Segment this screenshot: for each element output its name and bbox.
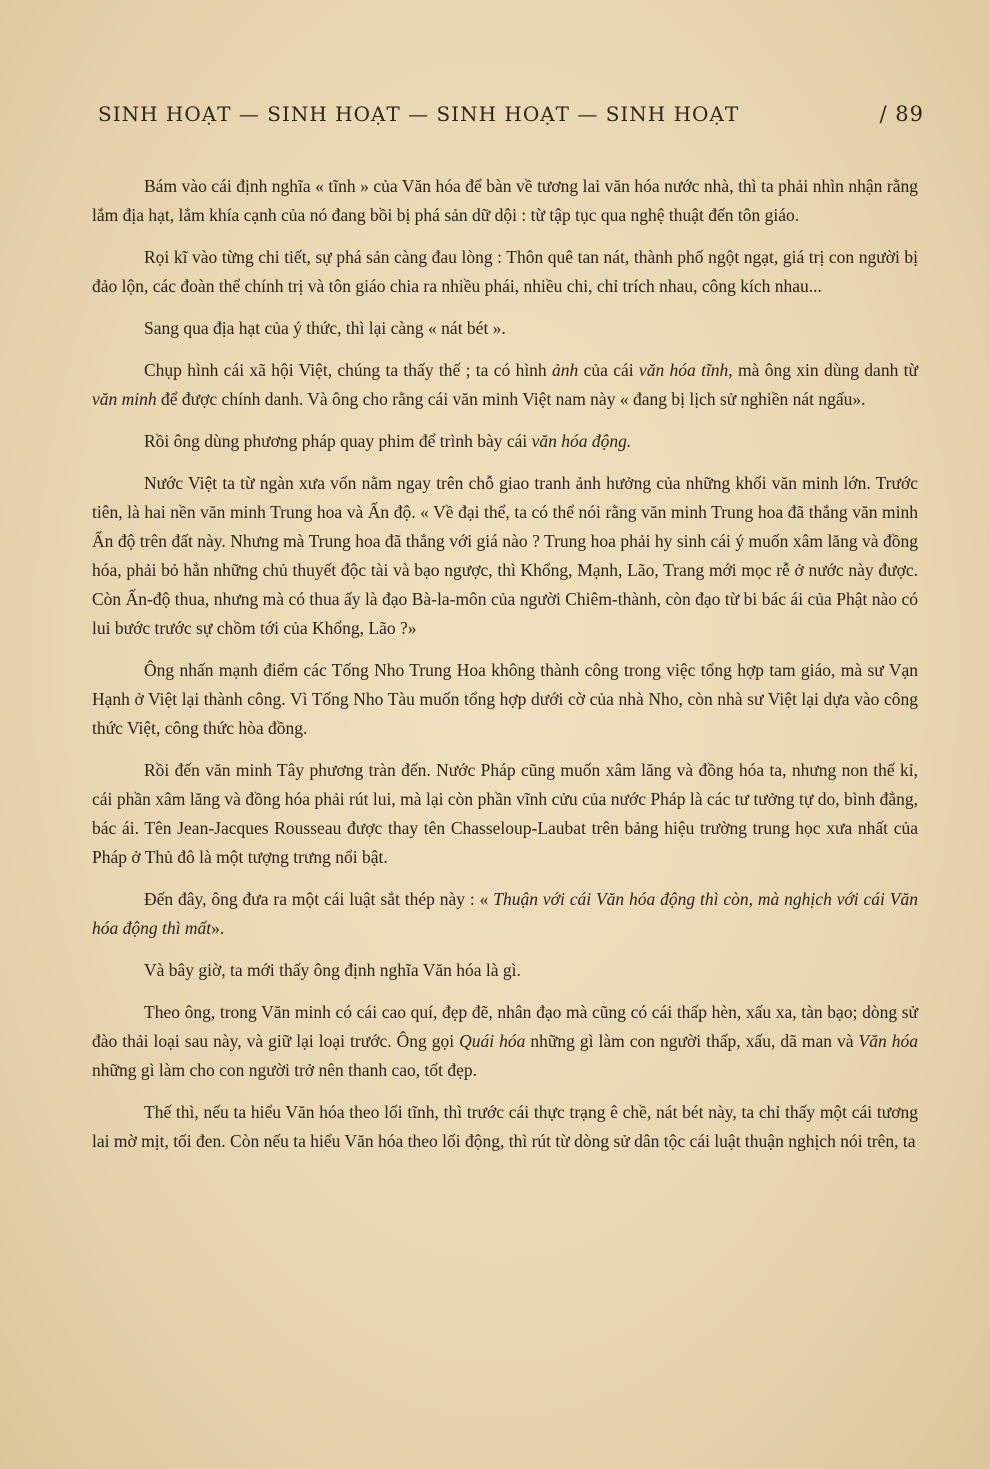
paragraph bbox=[92, 1098, 918, 1156]
paragraph bbox=[92, 356, 918, 414]
text-run: của cái bbox=[578, 360, 639, 380]
paragraph bbox=[92, 243, 918, 301]
text-run: Ông nhấn mạnh điểm các Tống Nho Trung Hoa không thành công trong việc tổng hợp tam giáo, mà sư Vạn Hạnh ở Việt lại thành công. Vì Tống Nho Tàu muốn tổng hợp dưới cờ của nhà Nho, còn nhà sư Việt lại dựa vào công thức Việt, công thức hòa đồng. bbox=[92, 660, 918, 738]
running-title: SINH HOẠT — SINH HOẠT — SINH HOẠT — SINH HOẠT bbox=[98, 102, 740, 126]
text-run: Chụp hình cái xã hội Việt, chúng ta thấy thế ; ta có hình bbox=[144, 360, 553, 380]
italic-text: Văn hóa bbox=[858, 1031, 918, 1051]
text-run: ». bbox=[211, 918, 225, 938]
text-run: Sang qua địa hạt của ý thức, thì lại càng « nát bét ». bbox=[144, 318, 506, 338]
text-run: những gì làm con người thấp, xấu, dã man và bbox=[525, 1031, 859, 1051]
italic-text: Thuận với cái Văn hóa động thì còn, mà nghịch với cái Văn hóa động thì mất bbox=[92, 889, 918, 938]
text-run: Thế thì, nếu ta hiểu Văn hóa theo lối tĩnh, thì trước cái thực trạng ê chề, nát bét này, ta chỉ thấy một cái tương lai mờ mịt, tối đen. Còn nếu ta hiểu Văn hóa theo lối động, thì rút từ dòng sử dân tộc cái luật thuận nghịch nói trên, ta bbox=[92, 1102, 918, 1151]
italic-text: văn minh bbox=[92, 389, 157, 409]
text-run: mà ông xin dùng danh từ bbox=[732, 360, 918, 380]
paragraph bbox=[92, 314, 918, 343]
text-run: để được chính danh. Và ông cho rằng cái văn minh Việt nam này « đang bị lịch sử nghiền nát ngấu». bbox=[156, 389, 866, 409]
paragraph bbox=[92, 656, 918, 743]
text-run: Rồi ông dùng phương pháp quay phim để trình bày cái bbox=[144, 431, 532, 451]
italic-text: Quái hóa bbox=[459, 1031, 526, 1051]
page-number: 89 bbox=[895, 102, 924, 126]
text-run: Theo ông, trong Văn minh có cái cao quí, đẹp đẽ, nhân đạo mà cũng có cái thấp hèn, xấu xa, tàn bạo; dòng sử đào thải loại sau này, và giữ lại loại trước. Ông gọi bbox=[92, 1002, 918, 1051]
text-run: Rọi kĩ vào từng chi tiết, sự phá sản càng đau lòng : Thôn quê tan nát, thành phố ngột ngạt, giá trị con người bị đảo lộn, các đoàn thể chính trị và tôn giáo chia ra nhiều phái, nhiều chi, chỉ trích nhau, công kích nhau... bbox=[92, 247, 918, 296]
text-run: những gì làm cho con người trở nên thanh cao, tốt đẹp. bbox=[92, 1060, 477, 1080]
italic-text: văn hóa tĩnh, bbox=[638, 360, 733, 380]
italic-text: văn hóa động. bbox=[531, 431, 632, 451]
page-separator: / bbox=[879, 102, 888, 126]
paragraph bbox=[92, 885, 918, 943]
text-run: Bám vào cái định nghĩa « tĩnh » của Văn hóa để bàn về tương lai văn hóa nước nhà, thì ta phải nhìn nhận rằng lắm địa hạt, lắm khía cạnh của nó đang bồi bị phá sản dữ dội : từ tập tục qua nghệ thuật đến tôn giáo. bbox=[92, 176, 918, 225]
paragraph bbox=[92, 756, 918, 872]
paragraph bbox=[92, 469, 918, 643]
article-body bbox=[92, 172, 918, 1169]
paragraph bbox=[92, 172, 918, 230]
paragraph bbox=[92, 956, 918, 985]
italic-text: ảnh bbox=[552, 360, 579, 380]
paragraph bbox=[92, 427, 918, 456]
text-run: Rồi đến văn minh Tây phương tràn đến. Nước Pháp cũng muốn xâm lăng và đồng hóa ta, nhưng non thế kỉ, cái phần xâm lăng và đồng hóa phải rút lui, mà lại còn phần vĩnh cửu của nước Pháp là các tư tưởng tự do, bình đẳng, bác ái. Tên Jean-Jacques Rousseau được thay tên Chasseloup-Laubat trên bảng hiệu trường trung học xưa nhất của Pháp ở Thủ đô là một tượng trưng nổi bật. bbox=[92, 760, 918, 867]
text-run: Đến đây, ông đưa ra một cái luật sắt thép này : « bbox=[144, 889, 494, 909]
text-run: Nước Việt ta từ ngàn xưa vốn nằm ngay trên chỗ giao tranh ảnh hưởng của những khối văn minh lớn. Trước tiên, là hai nền văn minh Trung hoa và Ấn độ. « Về đại thể, ta có thể nói rằng văn minh Trung hoa đã thắng văn minh Ấn độ trên đất này. Nhưng mà Trung hoa đã thắng với giá nào ? Trung hoa phải hy sinh cái ý muốn xâm lăng và đồng hóa, phải bỏ hẳn những chủ thuyết độc tài và bạo ngược, thì Khổng, Mạnh, Lão, Trang mới mọc rễ ở nước này được. Còn Ấn-độ thua, nhưng mà có thua ấy là đạo Bà-la-môn của người Chiêm-thành, còn đạo từ bi bác ái của Phật nào có lui bước trước sự chồm tới của Khổng, Lão ?» bbox=[92, 473, 918, 638]
text-run: Và bây giờ, ta mới thấy ông định nghĩa Văn hóa là gì. bbox=[144, 960, 521, 980]
page-number-group bbox=[880, 102, 925, 126]
running-header bbox=[98, 102, 924, 126]
paragraph bbox=[92, 998, 918, 1085]
